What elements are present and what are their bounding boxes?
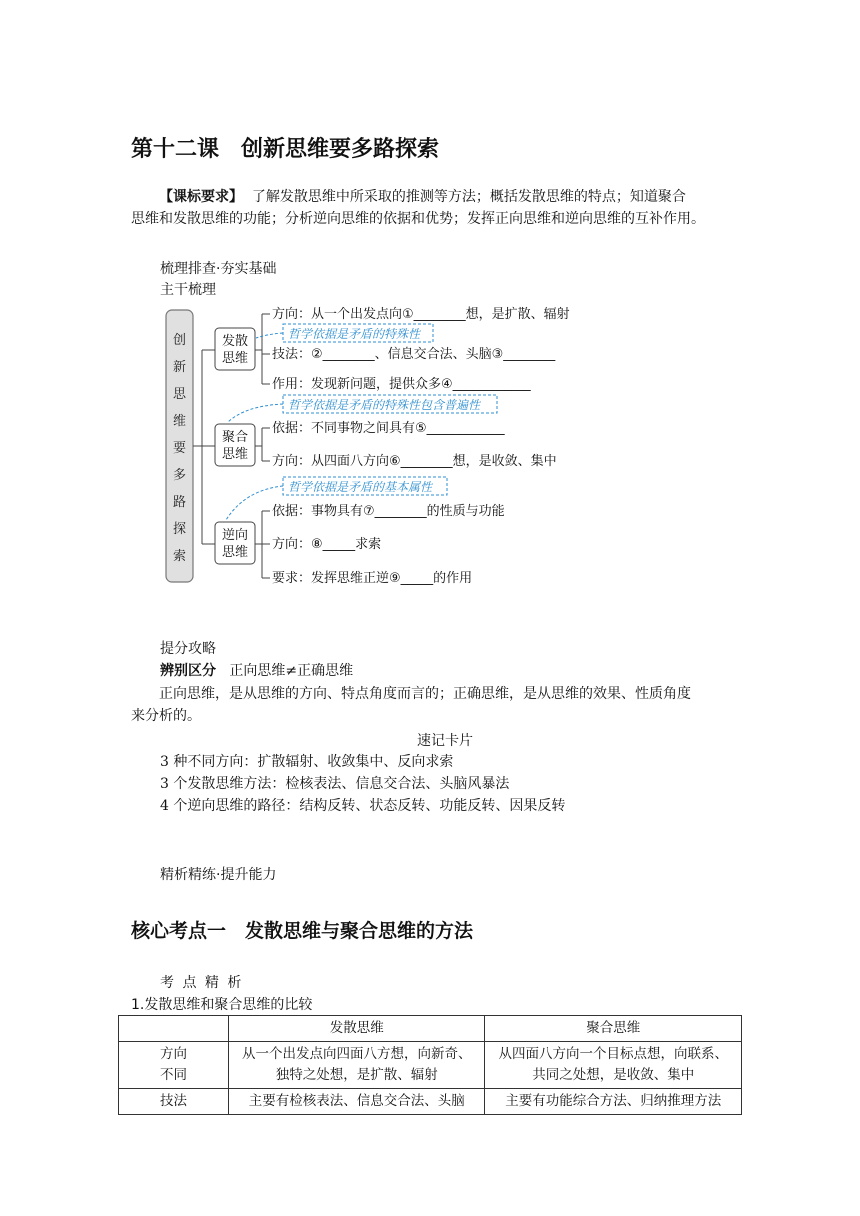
row-label-technique: 技法 — [119, 1089, 229, 1115]
convergent-item-direction: 方向：从四面八方向⑥________想，是收敛、集中 — [272, 454, 557, 469]
core-point-title: 核心考点一 发散思维与聚合思维的方法 — [131, 920, 474, 942]
root-char-6: 多 — [172, 468, 187, 483]
table-header-convergent: 聚合思维 — [485, 1016, 742, 1042]
tips-distinguish-label: 辨别区分 — [160, 663, 216, 679]
table-header-blank — [119, 1016, 229, 1042]
page-title: 第十二课 创新思维要多路探索 — [131, 137, 440, 162]
cell-convergent-direction: 从四面八方向一个目标点想，向联系、 共同之处想，是收敛、集中 — [485, 1042, 742, 1089]
root-char-9: 索 — [172, 549, 187, 564]
tips-distinguish-phrase: 正向思维≠正确思维 — [229, 663, 354, 679]
branch-convergent-line1: 聚合 — [221, 430, 249, 445]
card-line-2: 3 个发散思维方法：检核表法、信息交合法、头脑风暴法 — [160, 776, 510, 792]
note-reverse: 哲学依据是矛盾的基本属性 — [288, 480, 433, 494]
subsection-main-outline: 主干梳理 — [160, 282, 216, 298]
table-row — [119, 1089, 742, 1115]
root-char-8: 探 — [172, 522, 187, 537]
section-heading-review: 梳理排查·夯实基础 — [160, 261, 277, 277]
reverse-item-requirement: 要求：发挥思维正逆⑨_____的作用 — [272, 571, 473, 586]
table-header-row — [119, 1016, 742, 1042]
note-convergent: 哲学依据是矛盾的特殊性包含普遍性 — [288, 398, 481, 412]
cell-convergent-technique: 主要有功能综合方法、归纳推理方法 — [485, 1089, 742, 1115]
comparison-table — [118, 1015, 742, 1115]
card-title: 速记卡片 — [417, 733, 473, 749]
requirement-line-1: 了解发散思维中所采取的推测等方法；概括发散思维的特点；知道聚合 — [251, 189, 686, 205]
card-line-1: 3 种不同方向：扩散辐射、收敛集中、反向求索 — [160, 754, 454, 770]
analysis-label: 考 点 精 析 — [160, 975, 244, 991]
branch-reverse-line1: 逆向 — [221, 528, 249, 543]
tips-distinguish — [160, 660, 353, 682]
tips-paragraph — [131, 683, 741, 727]
branch-divergent-line2: 思维 — [221, 351, 249, 366]
root-char-2: 新 — [172, 360, 187, 375]
root-char-1: 创 — [172, 333, 187, 348]
divergent-item-function: 作用：发现新问题，提供众多④____________ — [272, 377, 531, 392]
table-row — [119, 1042, 742, 1089]
branch-convergent-line2: 思维 — [221, 447, 249, 462]
branch-reverse-line2: 思维 — [221, 545, 249, 560]
root-char-3: 思 — [172, 387, 187, 402]
reverse-item-direction: 方向：⑧_____求索 — [272, 537, 382, 552]
card-line-3: 4 个逆向思维的路径：结构反转、状态反转、功能反转、因果反转 — [160, 798, 566, 814]
reverse-item-basis: 依据：事物具有⑦________的性质与功能 — [272, 504, 505, 519]
mind-map-diagram — [160, 298, 580, 588]
curriculum-requirement — [131, 186, 741, 230]
tips-line-1: 正向思维，是从思维的方向、特点角度而言的；正确思维，是从思维的效果、性质角度 — [159, 686, 691, 702]
tips-line-2: 来分析的。 — [131, 708, 201, 724]
section-heading-practice: 精析精练·提升能力 — [160, 867, 277, 883]
branch-divergent-line1: 发散 — [221, 334, 249, 349]
requirement-line-2: 思维和发散思维的功能；分析逆向思维的依据和优势；发挥正向思维和逆向思维的互补作用。 — [131, 211, 705, 227]
cell-divergent-technique: 主要有检核表法、信息交合法、头脑 — [229, 1089, 485, 1115]
row-label-direction: 方向 不同 — [119, 1042, 229, 1089]
table-title: 1.发散思维和聚合思维的比较 — [131, 997, 313, 1013]
root-char-7: 路 — [172, 495, 187, 510]
requirement-label: 【课标要求】 — [159, 189, 243, 205]
table-header-divergent: 发散思维 — [229, 1016, 485, 1042]
divergent-item-direction: 方向：从一个出发点向①________想，是扩散、辐射 — [272, 307, 570, 322]
tips-heading: 提分攻略 — [160, 641, 216, 657]
divergent-item-technique: 技法：②________、信息交合法、头脑③________ — [272, 347, 556, 362]
note-divergent: 哲学依据是矛盾的特殊性 — [288, 327, 421, 341]
root-char-5: 要 — [172, 441, 187, 456]
cell-divergent-direction: 从一个出发点向四面八方想，向新奇、 独特之处想，是扩散、辐射 — [229, 1042, 485, 1089]
root-char-4: 维 — [172, 414, 187, 429]
convergent-item-basis: 依据：不同事物之间具有⑤____________ — [272, 421, 505, 436]
